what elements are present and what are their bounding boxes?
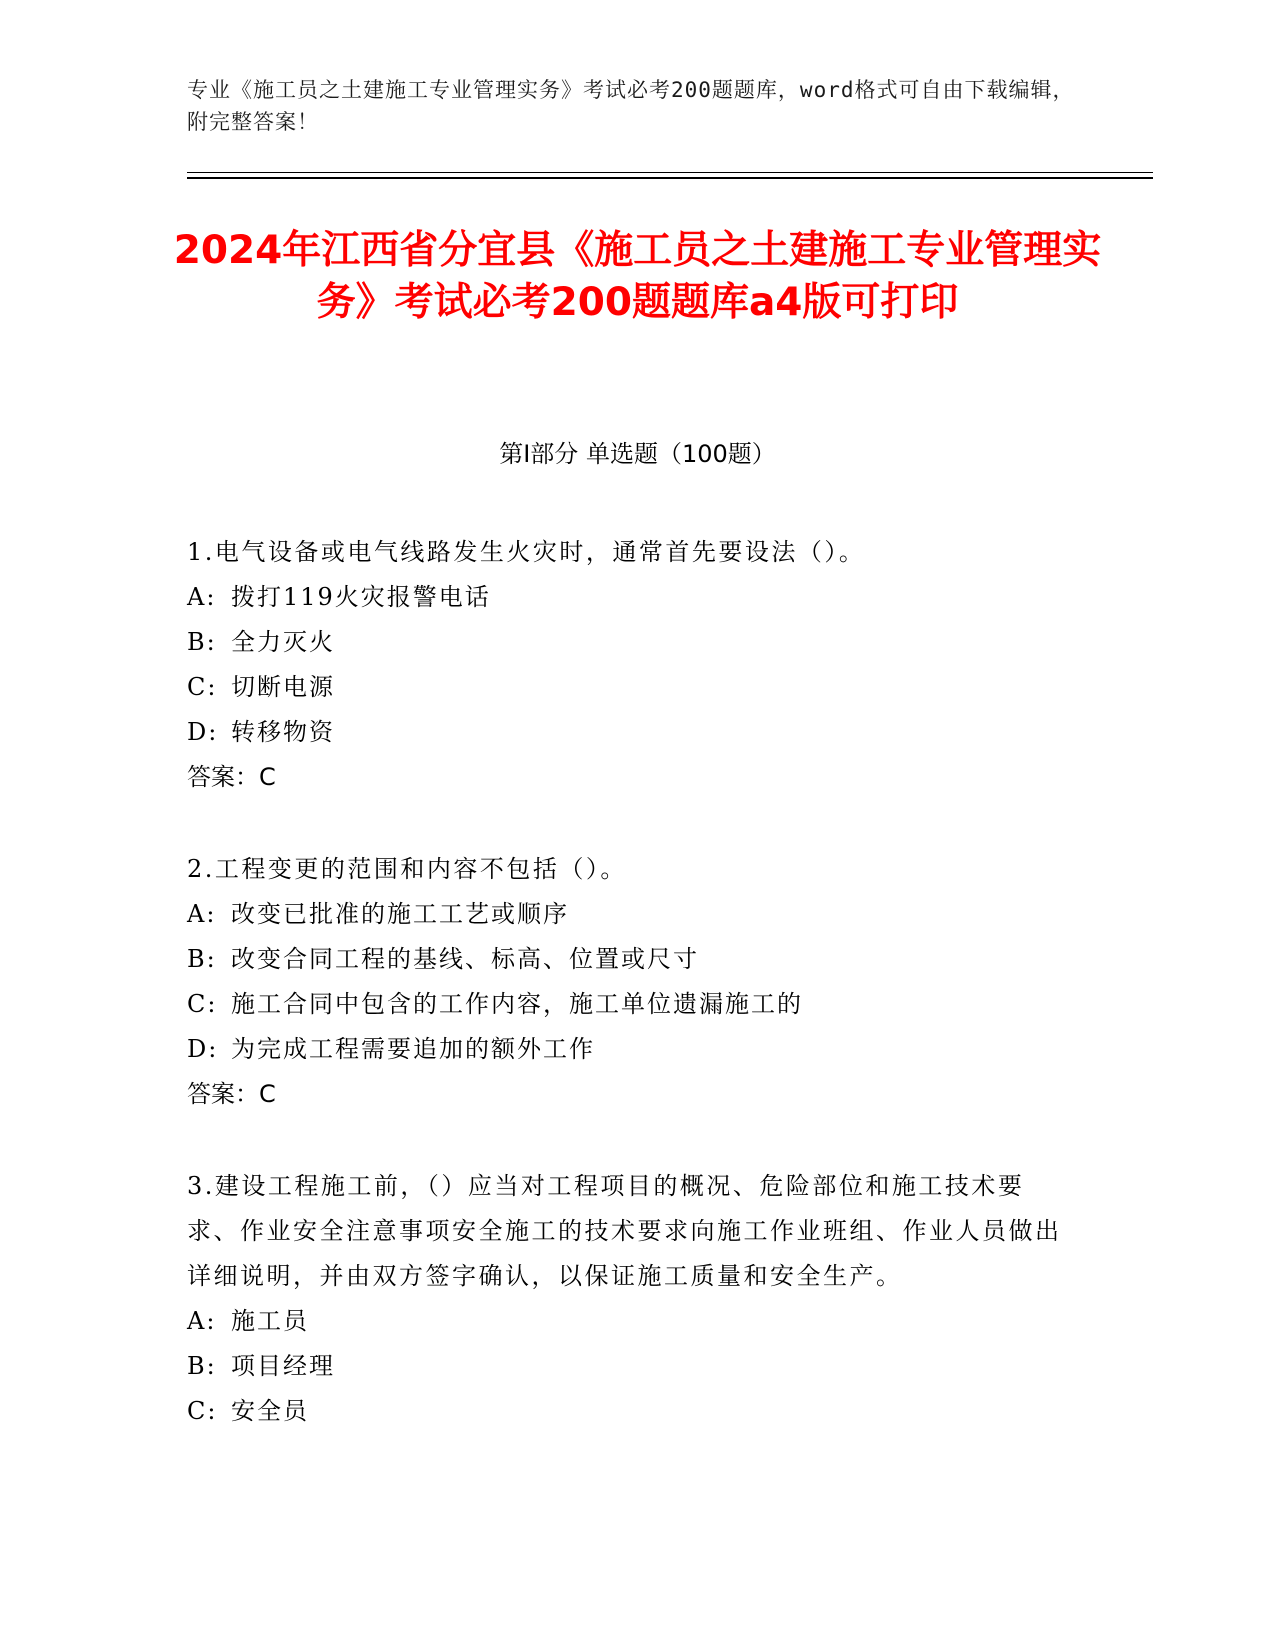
option-letter: A: [187,900,217,928]
option-letter: C: [187,1397,218,1425]
header-note: 专业《施工员之土建施工专业管理实务》考试必考200题题库，word格式可自由下载编辑，附完整答案！ [187,78,1075,134]
question-1 [187,530,1077,800]
option-d [187,1027,1077,1072]
option-text: 施工员 [231,1307,309,1335]
option-letter: D: [187,1035,219,1063]
option-text: 施工合同中包含的工作内容，施工单位遗漏施工的 [231,990,803,1018]
option-text: 安全员 [231,1397,309,1425]
option-text: 转移物资 [231,718,335,746]
document-title: 2024年江西省分宜县《施工员之土建施工专业管理实务》考试必考200题题库a4版可打印 [173,228,1102,325]
question-stem: 3.建设工程施工前，（）应当对工程项目的概况、危险部位和施工技术要求、作业安全注意事项安全施工的技术要求向施工作业班组、作业人员做出详细说明，并由双方签字确认，以保证施工质量和安全生产。 [187,1172,1062,1290]
option-text: 改变合同工程的基线、标高、位置或尺寸 [231,945,699,973]
question-list [187,530,1077,1434]
answer-line: 答案：C [187,1080,276,1108]
answer-line: 答案：C [187,763,276,791]
option-letter: B: [187,945,217,973]
option-letter: A: [187,1307,217,1335]
option-a [187,892,1077,937]
option-text: 全力灭火 [231,628,335,656]
option-letter: A: [187,583,217,611]
option-text: 拨打119火灾报警电话 [231,583,491,611]
option-b [187,1344,1077,1389]
question-2 [187,847,1077,1117]
option-a [187,575,1077,620]
option-c [187,1389,1077,1434]
option-letter: D: [187,718,219,746]
spacer [187,1117,1077,1164]
section-heading: 第I部分 单选题（100题） [499,440,776,468]
option-text: 项目经理 [231,1352,335,1380]
option-text: 切断电源 [231,673,335,701]
option-letter: C: [187,673,218,701]
option-b [187,620,1077,665]
option-letter: B: [187,628,217,656]
option-b [187,937,1077,982]
option-text: 改变已批准的施工工艺或顺序 [231,900,569,928]
option-c [187,665,1077,710]
question-stem: 2.工程变更的范围和内容不包括（）。 [187,855,627,883]
spacer [187,800,1077,847]
option-text: 为完成工程需要追加的额外工作 [231,1035,595,1063]
option-letter: C: [187,990,218,1018]
option-a [187,1299,1077,1344]
header-rule-thin [187,172,1153,173]
option-letter: B: [187,1352,217,1380]
header-rule-thick [187,177,1153,179]
option-c [187,982,1077,1027]
question-stem: 1.电气设备或电气线路发生火灾时，通常首先要设法（）。 [187,538,866,566]
question-3 [187,1164,1077,1434]
option-d [187,710,1077,755]
